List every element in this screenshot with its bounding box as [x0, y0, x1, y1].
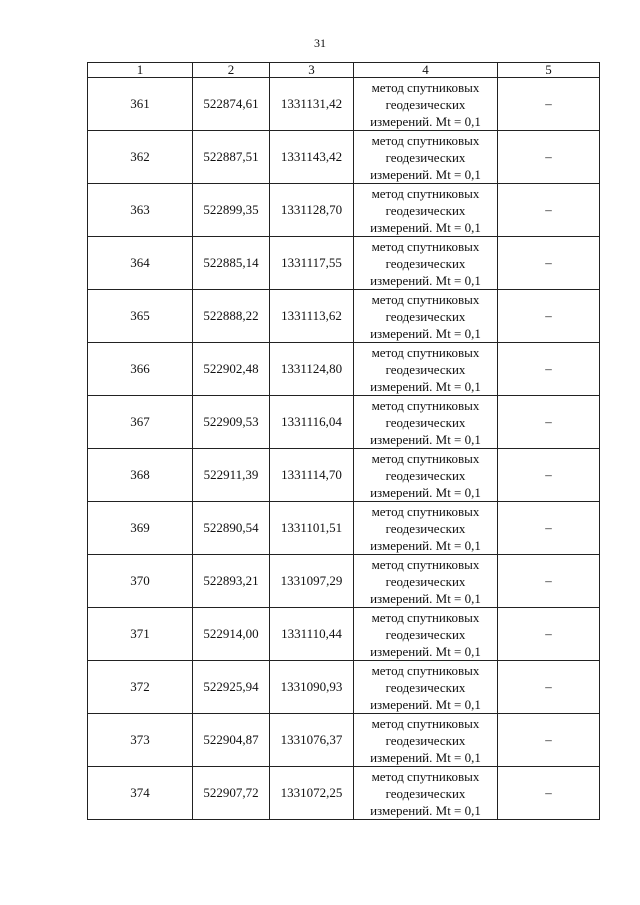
note-cell: –: [498, 608, 600, 661]
point-number-cell: 374: [88, 767, 193, 820]
method-text-line: метод спутниковых: [371, 503, 480, 519]
method-cell: [354, 290, 498, 343]
method-text-line: метод спутниковых: [371, 450, 480, 466]
header-col-3: 3: [270, 63, 354, 78]
method-text-line: измерений. Mt = 0,1: [370, 166, 481, 182]
point-number-cell: 372: [88, 661, 193, 714]
method-text-line: метод спутниковых: [371, 662, 480, 678]
header-col-1: 1: [88, 63, 193, 78]
y-coordinate-cell: 1331113,62: [270, 290, 354, 343]
x-coordinate-cell: 522914,00: [193, 608, 270, 661]
note-cell: –: [498, 131, 600, 184]
method-text-line: измерений. Mt = 0,1: [370, 643, 481, 659]
table-body: [88, 78, 600, 820]
point-number-cell: 371: [88, 608, 193, 661]
x-coordinate-cell: 522888,22: [193, 290, 270, 343]
method-text-line: измерений. Mt = 0,1: [370, 378, 481, 394]
x-coordinate-cell: 522899,35: [193, 184, 270, 237]
point-number-cell: 373: [88, 714, 193, 767]
method-text-line: измерений. Mt = 0,1: [370, 802, 481, 818]
y-coordinate-cell: 1331143,42: [270, 131, 354, 184]
method-text-line: измерений. Mt = 0,1: [370, 113, 481, 129]
x-coordinate-cell: 522904,87: [193, 714, 270, 767]
table-row: [88, 396, 600, 449]
y-coordinate-cell: 1331114,70: [270, 449, 354, 502]
method-text-line: геодезических: [385, 202, 466, 218]
note-cell: –: [498, 555, 600, 608]
y-coordinate-cell: 1331128,70: [270, 184, 354, 237]
method-text-line: измерений. Mt = 0,1: [370, 325, 481, 341]
y-coordinate-cell: 1331072,25: [270, 767, 354, 820]
method-cell: [354, 237, 498, 290]
method-text-line: метод спутниковых: [371, 397, 480, 413]
note-cell: –: [498, 184, 600, 237]
method-text-line: метод спутниковых: [371, 768, 480, 784]
table-row: [88, 767, 600, 820]
note-cell: –: [498, 502, 600, 555]
table-row: [88, 343, 600, 396]
y-coordinate-cell: 1331101,51: [270, 502, 354, 555]
x-coordinate-cell: 522911,39: [193, 449, 270, 502]
x-coordinate-cell: 522890,54: [193, 502, 270, 555]
method-text-line: геодезических: [385, 96, 466, 112]
point-number-cell: 368: [88, 449, 193, 502]
method-cell: [354, 502, 498, 555]
method-text-line: измерений. Mt = 0,1: [370, 272, 481, 288]
y-coordinate-cell: 1331076,37: [270, 714, 354, 767]
note-cell: –: [498, 661, 600, 714]
method-text-line: геодезических: [385, 308, 466, 324]
method-cell: [354, 78, 498, 131]
note-cell: –: [498, 449, 600, 502]
table-row: [88, 449, 600, 502]
point-number-cell: 361: [88, 78, 193, 131]
method-cell: [354, 661, 498, 714]
method-text-line: измерений. Mt = 0,1: [370, 749, 481, 765]
table-row: [88, 608, 600, 661]
table-row: [88, 184, 600, 237]
note-cell: –: [498, 396, 600, 449]
method-text-line: метод спутниковых: [371, 556, 480, 572]
method-text-line: геодезических: [385, 467, 466, 483]
method-cell: [354, 343, 498, 396]
x-coordinate-cell: 522885,14: [193, 237, 270, 290]
header-row: [88, 63, 600, 78]
table-row: [88, 78, 600, 131]
note-cell: –: [498, 343, 600, 396]
method-text-line: метод спутниковых: [371, 715, 480, 731]
method-text-line: измерений. Mt = 0,1: [370, 590, 481, 606]
method-text-line: геодезических: [385, 255, 466, 271]
note-cell: –: [498, 237, 600, 290]
table-row: [88, 131, 600, 184]
y-coordinate-cell: 1331110,44: [270, 608, 354, 661]
note-cell: –: [498, 767, 600, 820]
method-cell: [354, 184, 498, 237]
method-text-line: геодезических: [385, 732, 466, 748]
x-coordinate-cell: 522907,72: [193, 767, 270, 820]
header-col-5: 5: [498, 63, 600, 78]
page-number: 31: [314, 36, 326, 50]
method-cell: [354, 396, 498, 449]
method-text-line: геодезических: [385, 785, 466, 801]
method-text-line: измерений. Mt = 0,1: [370, 431, 481, 447]
table-row: [88, 237, 600, 290]
header-col-4: 4: [354, 63, 498, 78]
method-cell: [354, 555, 498, 608]
table-row: [88, 502, 600, 555]
method-text-line: измерений. Mt = 0,1: [370, 484, 481, 500]
method-cell: [354, 449, 498, 502]
method-text-line: метод спутниковых: [371, 79, 480, 95]
method-cell: [354, 714, 498, 767]
table-row: [88, 290, 600, 343]
y-coordinate-cell: 1331124,80: [270, 343, 354, 396]
point-number-cell: 365: [88, 290, 193, 343]
y-coordinate-cell: 1331116,04: [270, 396, 354, 449]
header-col-2: 2: [193, 63, 270, 78]
method-text-line: геодезических: [385, 414, 466, 430]
y-coordinate-cell: 1331117,55: [270, 237, 354, 290]
method-text-line: метод спутниковых: [371, 344, 480, 360]
method-text-line: измерений. Mt = 0,1: [370, 537, 481, 553]
point-number-cell: 362: [88, 131, 193, 184]
method-text-line: измерений. Mt = 0,1: [370, 696, 481, 712]
method-text-line: метод спутниковых: [371, 238, 480, 254]
x-coordinate-cell: 522893,21: [193, 555, 270, 608]
method-text-line: геодезических: [385, 679, 466, 695]
point-number-cell: 363: [88, 184, 193, 237]
method-text-line: измерений. Mt = 0,1: [370, 219, 481, 235]
x-coordinate-cell: 522909,53: [193, 396, 270, 449]
method-text-line: метод спутниковых: [371, 132, 480, 148]
table-header: [88, 63, 600, 78]
method-text-line: геодезических: [385, 149, 466, 165]
point-number-cell: 370: [88, 555, 193, 608]
coordinates-table: [87, 62, 600, 820]
point-number-cell: 367: [88, 396, 193, 449]
method-cell: [354, 608, 498, 661]
method-text-line: метод спутниковых: [371, 185, 480, 201]
note-cell: –: [498, 290, 600, 343]
method-text-line: геодезических: [385, 520, 466, 536]
method-cell: [354, 131, 498, 184]
x-coordinate-cell: 522874,61: [193, 78, 270, 131]
method-text-line: геодезических: [385, 361, 466, 377]
point-number-cell: 366: [88, 343, 193, 396]
y-coordinate-cell: 1331131,42: [270, 78, 354, 131]
x-coordinate-cell: 522902,48: [193, 343, 270, 396]
note-cell: –: [498, 78, 600, 131]
table-row: [88, 714, 600, 767]
method-text-line: метод спутниковых: [371, 609, 480, 625]
method-text-line: метод спутниковых: [371, 291, 480, 307]
method-text-line: геодезических: [385, 626, 466, 642]
point-number-cell: 364: [88, 237, 193, 290]
note-cell: –: [498, 714, 600, 767]
table-row: [88, 661, 600, 714]
method-cell: [354, 767, 498, 820]
y-coordinate-cell: 1331090,93: [270, 661, 354, 714]
x-coordinate-cell: 522887,51: [193, 131, 270, 184]
point-number-cell: 369: [88, 502, 193, 555]
y-coordinate-cell: 1331097,29: [270, 555, 354, 608]
method-text-line: геодезических: [385, 573, 466, 589]
table-row: [88, 555, 600, 608]
x-coordinate-cell: 522925,94: [193, 661, 270, 714]
